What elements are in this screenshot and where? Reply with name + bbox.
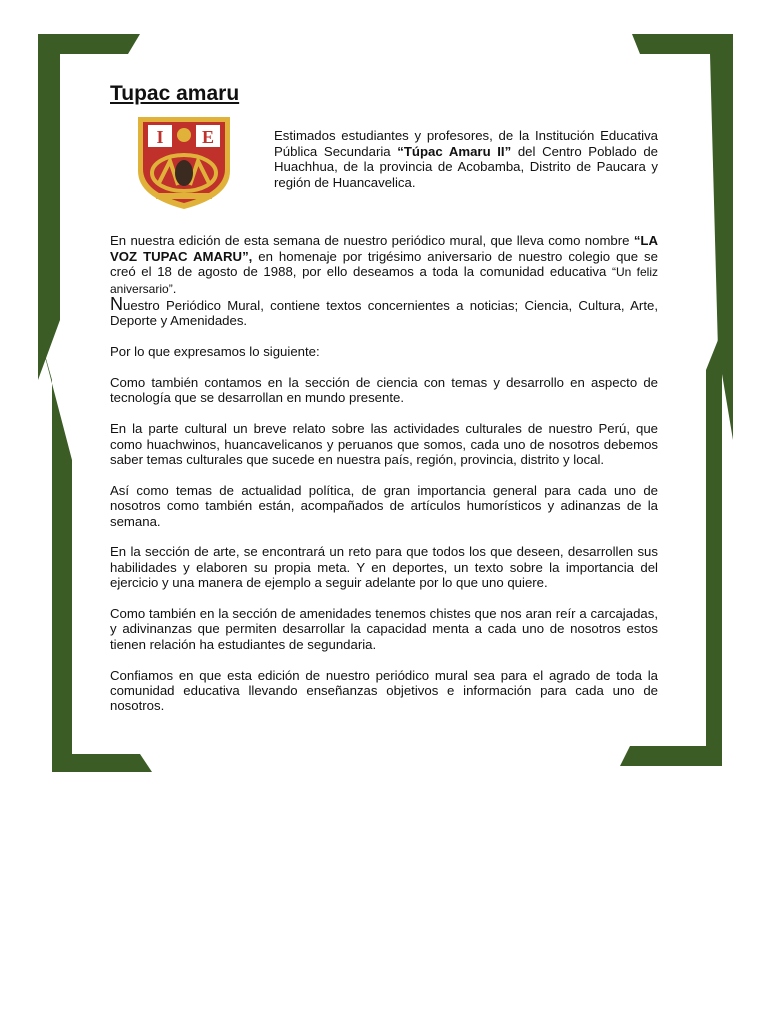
paragraph-express: Por lo que expresamos lo siguiente: bbox=[110, 344, 320, 360]
paragraph-science: Como también contamos en la sección de ciencia con temas y desarrollo en aspecto de tecnología que se desarrollan en mundo presente. bbox=[110, 375, 658, 406]
school-crest-icon bbox=[134, 113, 234, 211]
paragraph-sections: Nuestro Periódico Mural, contiene textos concernientes a noticias; Ciencia, Cultura, Arte, Deporte y Amenidades. bbox=[110, 294, 658, 329]
paragraph-amenities: Como también en la sección de amenidades tenemos chistes que nos aran reír a carcajadas, y adivinanzas que permiten desarrollar la capacidad menta a cada uno de nosotros estos tienen relación ha estudiantes de segundaria. bbox=[110, 606, 658, 652]
paragraph-edition: En nuestra edición de esta semana de nuestro periódico mural, que lleva como nombre “LA VOZ TUPAC AMARU”, en homenaje por trigésimo aniversario de nuestro colegio que se creó el 18 de agosto de 1988, por ello deseamos a toda la comunidad educativa “Un feliz aniversario”. bbox=[110, 233, 658, 296]
paragraph-politics: Así como temas de actualidad política, de gran importancia general para cada uno de nosotros como también están, acompañados de artículos humorísticos y adinanzas de la semana. bbox=[110, 482, 658, 529]
mural-name: “LA VOZ TUPAC AMARU”, bbox=[110, 233, 658, 264]
school-name: “Túpac Amaru II” bbox=[397, 143, 512, 159]
crest-letter-right: E bbox=[201, 127, 215, 148]
intro-block bbox=[110, 113, 658, 211]
page-title: Tupac amaru bbox=[110, 82, 240, 105]
paragraph-culture: En la parte cultural un breve relato sobre las actividades culturales de nuestro Perú, que como huachwinos, huancavelicanos y peruanos que somos, cada uno de nosotros debemos saber temas culturales que sucede en nuestra país, región, provincia, distrito y local. bbox=[110, 421, 658, 468]
article bbox=[110, 82, 659, 729]
paragraph-closing: Confiamos en que esta edición de nuestro periódico mural sea para el agrado de toda la comunidad educativa llevando enseñanzas objetivos e información para cada uno de nosotros. bbox=[110, 667, 658, 714]
intro-text: Estimados estudiantes y profesores, de la Institución Educativa Pública Secundaria “Túpac Amaru II” del Centro Poblado de Huachhua, de la provincia de Acobamba, Distrito de Paucara y región de Huancavelica. bbox=[274, 128, 659, 190]
paragraph-art-sports: En la sección de arte, se encontrará un reto para que todos los que deseen, desarrollen sus habilidades y elaboren su propia meta. Y en deportes, un texto sobre la importancia del ejercicio y una manera de ejemplo a seguir adelante por lo que uno quiere. bbox=[110, 544, 658, 591]
anniversary-quote: “Un feliz aniversario” bbox=[110, 265, 658, 296]
crest-letter-left: I bbox=[156, 127, 164, 148]
